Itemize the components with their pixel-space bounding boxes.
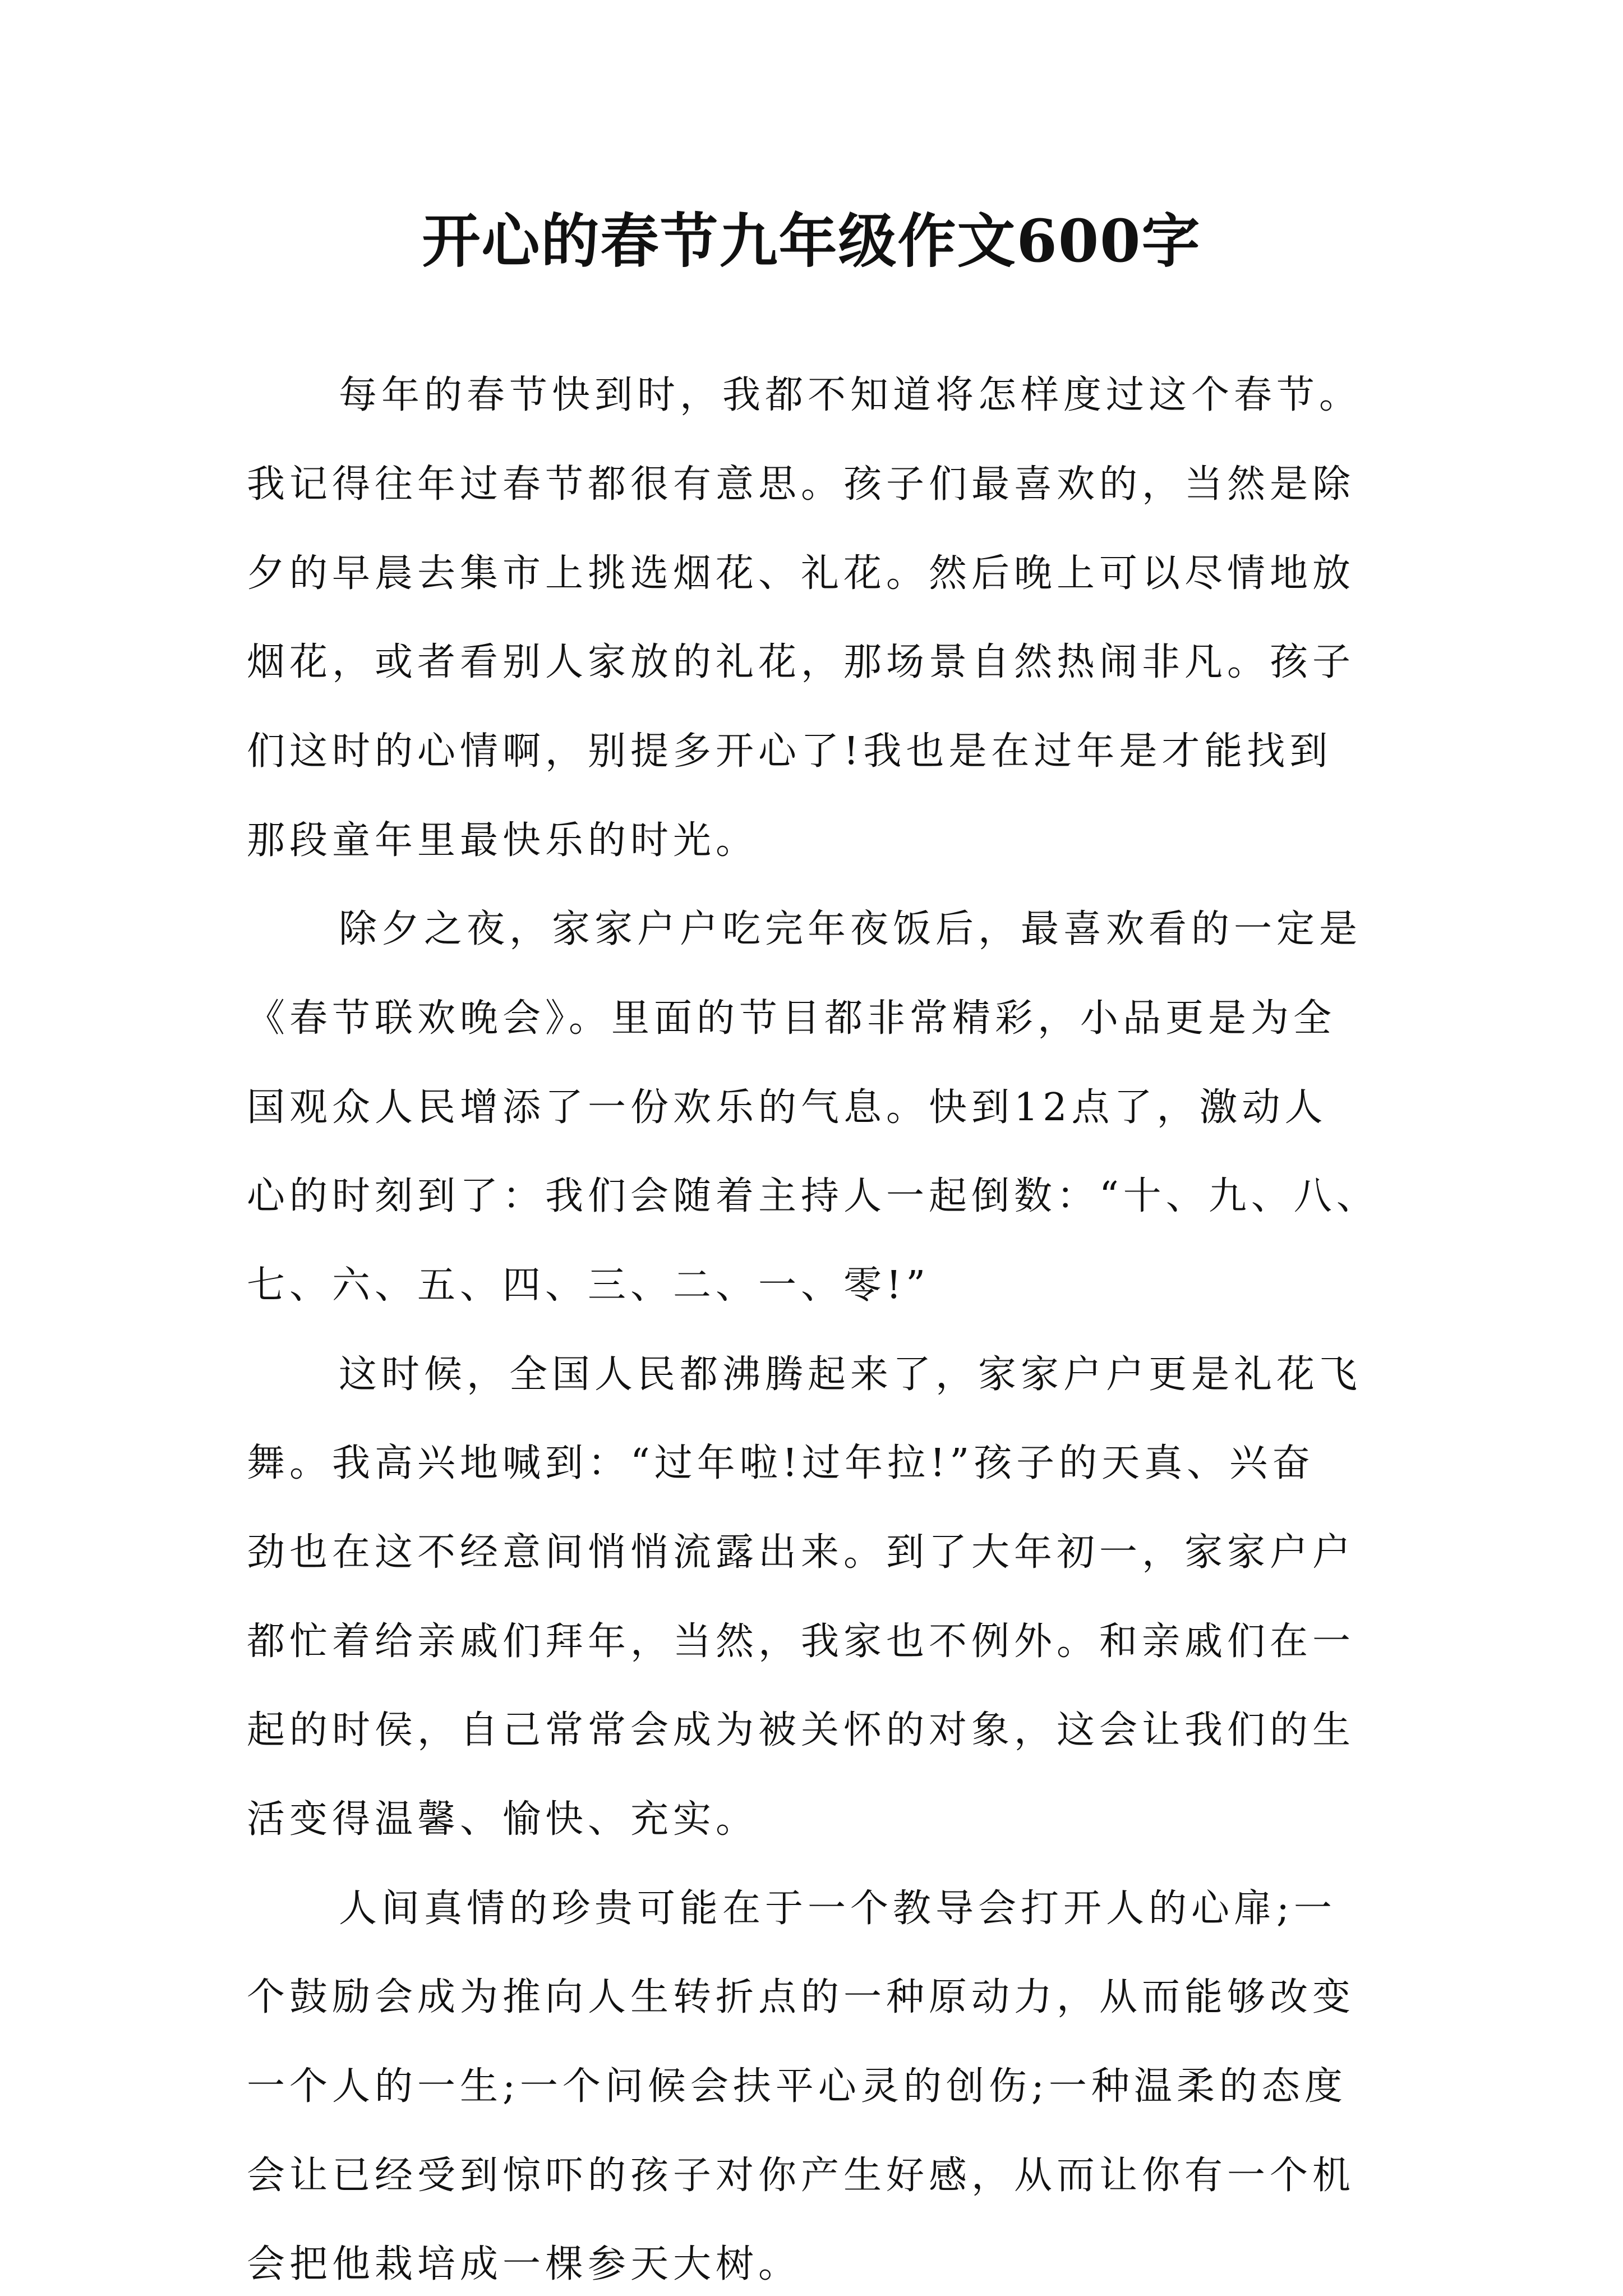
paragraph-3-line-4: 都忙着给亲戚们拜年，当然，我家也不例外。和亲戚们在一 [247, 1619, 1355, 1664]
paragraph-4-line-2: 个鼓励会成为推向人生转折点的一种原动力，从而能够改变 [247, 1975, 1355, 2019]
paragraph-1-line-2: 我记得往年过春节都很有意思。孩子们最喜欢的，当然是除 [247, 462, 1355, 507]
paragraph-3-line-3: 劲也在这不经意间悄悄流露出来。到了大年初一，家家户户 [247, 1530, 1355, 1575]
paragraph-2-line-1: 除夕之夜，家家户户吃完年夜饭后，最喜欢看的一定是 [339, 907, 1362, 951]
paragraph-3-line-1: 这时候，全国人民都沸腾起来了，家家户户更是礼花飞 [339, 1352, 1362, 1397]
paragraph-1-line-1: 每年的春节快到时，我都不知道将怎样度过这个春节。 [339, 373, 1362, 417]
paragraph-1-line-6: 那段童年里最快乐的时光。 [247, 818, 759, 863]
paragraph-1-line-5: 们这时的心情啊，别提多开心了!我也是在过年是才能找到 [247, 729, 1332, 774]
paragraph-4-line-4: 会让已经受到惊吓的孩子对你产生好感，从而让你有一个机 [247, 2154, 1355, 2198]
paragraph-4-line-1: 人间真情的珍贵可能在于一个教导会打开人的心扉;一 [339, 1887, 1336, 1931]
paragraph-1-line-4: 烟花，或者看别人家放的礼花，那场景自然热闹非凡。孩子 [247, 640, 1355, 684]
paragraph-2-line-3: 国观众人民增添了一份欢乐的气息。快到12点了，激动人 [247, 1085, 1327, 1130]
paragraph-3-line-6: 活变得温馨、愉快、充实。 [247, 1797, 759, 1842]
paragraph-3-line-5: 起的时侯，自己常常会成为被关怀的对象，这会让我们的生 [247, 1708, 1355, 1752]
document-title: 开心的春节九年级作文600字 [422, 206, 1201, 275]
paragraph-1-line-3: 夕的早晨去集市上挑选烟花、礼花。然后晚上可以尽情地放 [247, 551, 1355, 596]
paragraph-2-line-2: 《春节联欢晚会》。里面的节目都非常精彩，小品更是为全 [247, 996, 1336, 1041]
paragraph-2-line-4: 心的时刻到了：我们会随着主持人一起倒数：“十、九、八、 [247, 1174, 1379, 1218]
paragraph-2-line-5: 七、六、五、四、三、二、一、零!” [247, 1263, 930, 1308]
paragraph-4-line-5: 会把他栽培成一棵参天大树。 [247, 2242, 801, 2286]
paragraph-4-line-3: 一个人的一生;一个问候会扶平心灵的创伤;一种温柔的态度 [247, 2064, 1347, 2109]
paragraph-3-line-2: 舞。我高兴地喊到：“过年啦!过年拉!”孩子的天真、兴奋 [247, 1441, 1315, 1485]
